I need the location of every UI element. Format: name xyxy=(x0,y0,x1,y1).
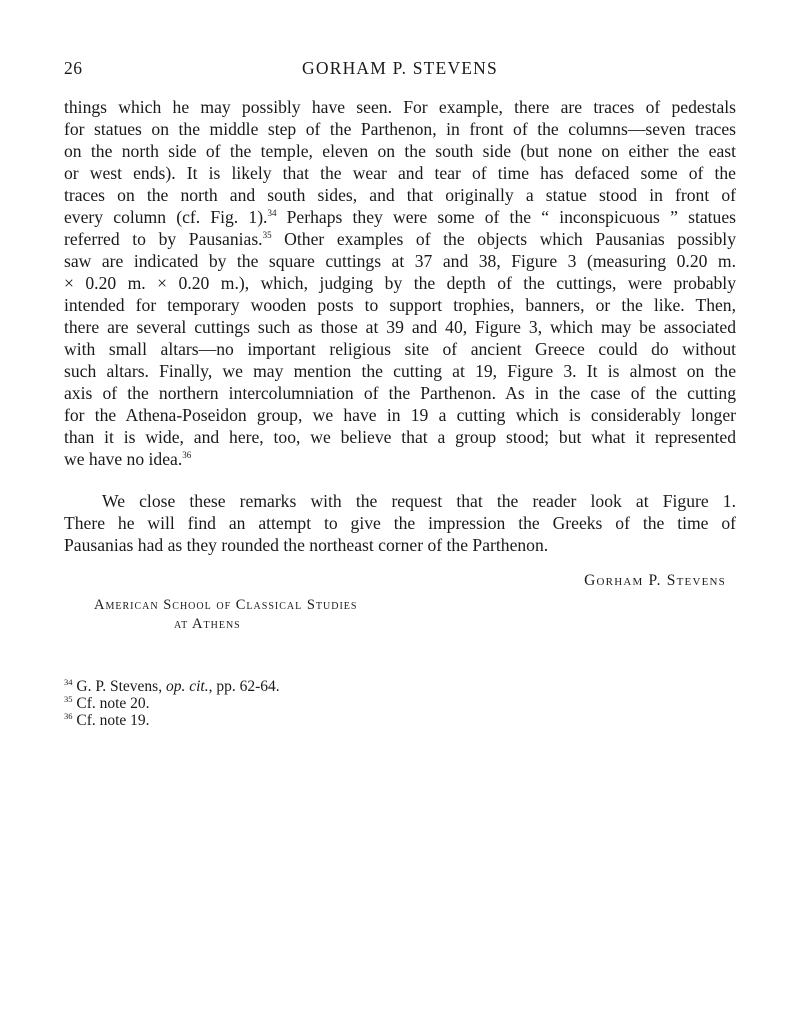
text-line: Pausanias had as they rounded the northeast corner of the Parthenon. xyxy=(64,535,549,555)
text-segment: every column (cf. Fig. 1). xyxy=(64,207,268,227)
page xyxy=(64,58,736,729)
footnote-ref-36[interactable]: 36 xyxy=(182,450,192,460)
text-line: on the north side of the temple, eleven on the south side (but none on either the east xyxy=(64,141,736,161)
footnote-number: 34 xyxy=(64,677,73,687)
footnote-35 xyxy=(64,695,736,712)
text-line: there are several cuttings such as those at 39 and 40, Figure 3, which may be associated xyxy=(64,317,736,337)
footnote-number: 36 xyxy=(64,711,73,721)
text-line xyxy=(64,448,736,470)
text-line: for statues on the middle step of the Parthenon, in front of the columns—seven traces xyxy=(64,119,736,139)
text-line: for the Athena-Poseidon group, we have in 19 a cutting which is considerably longer xyxy=(64,405,736,425)
footnote-text: , pp. 62-64. xyxy=(208,678,280,695)
footnote-text: Cf. note 19. xyxy=(72,712,150,729)
paragraph-1 xyxy=(64,96,736,470)
text-line: or west ends). It is likely that the wear and tear of time has defaced some of the xyxy=(64,163,736,183)
text-segment: Other examples of the objects which Pausanias possibly xyxy=(271,229,736,249)
author-affiliation xyxy=(94,596,736,634)
text-line xyxy=(64,228,736,250)
footnote-italic: op. cit. xyxy=(165,678,209,695)
text-line: × 0.20 m. × 0.20 m.), which, judging by the depth of the cuttings, were probably xyxy=(64,273,736,293)
text-segment: we have no idea. xyxy=(64,449,183,469)
footnotes xyxy=(64,678,736,729)
text-line: things which he may possibly have seen. For example, there are traces of pedestals xyxy=(64,97,736,117)
footnote-number: 35 xyxy=(64,694,73,704)
text-line: saw are indicated by the square cuttings at 37 and 38, Figure 3 (measuring 0.20 m. xyxy=(64,251,736,271)
text-line: than it is wide, and here, too, we believe that a group stood; but what it represented xyxy=(64,427,736,447)
text-line: such altars. Finally, we may mention the cutting at 19, Figure 3. It is almost on the xyxy=(64,361,736,381)
text-line: We close these remarks with the request that the reader look at Figure 1. xyxy=(102,491,736,511)
affiliation-line-1: American School of Classical Studies xyxy=(94,597,358,613)
text-line: intended for temporary wooden posts to support trophies, banners, or the like. Then, xyxy=(64,295,736,315)
footnote-34 xyxy=(64,678,736,695)
text-line: traces on the north and south sides, and that originally a statue stood in front of xyxy=(64,185,736,205)
text-line: There he will find an attempt to give the impression the Greeks of the time of xyxy=(64,513,736,533)
text-segment: referred to by Pausanias. xyxy=(64,229,263,249)
footnote-36 xyxy=(64,712,736,729)
footnote-text: G. P. Stevens, xyxy=(72,678,166,695)
running-head xyxy=(64,58,736,84)
affiliation-line-2: at Athens xyxy=(174,616,241,632)
footnote-ref-34[interactable]: 34 xyxy=(267,208,277,218)
text-line: axis of the northern intercolumniation of the Parthenon. As in the case of the cutting xyxy=(64,383,736,403)
paragraph-2 xyxy=(64,490,736,556)
author-signature: Gorham P. Stevens xyxy=(584,572,726,589)
running-title: GORHAM P. STEVENS xyxy=(302,58,498,78)
footnote-text: Cf. note 20. xyxy=(72,695,150,712)
footnote-ref-35[interactable]: 35 xyxy=(262,230,272,240)
text-line: with small altars—no important religious site of ancient Greece could do without xyxy=(64,339,736,359)
text-line xyxy=(64,206,736,228)
page-number: 26 xyxy=(64,58,83,78)
text-segment: Perhaps they were some of the “ inconspicuous ” statues xyxy=(276,207,736,227)
